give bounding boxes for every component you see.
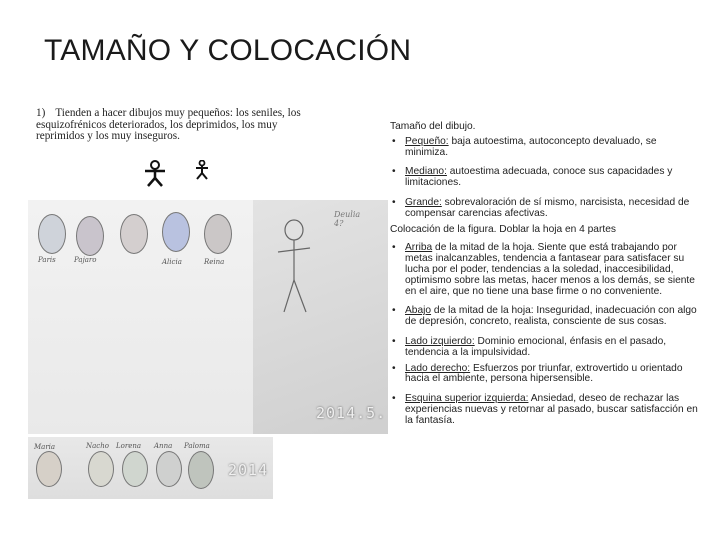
child-figure-drawing <box>274 218 314 318</box>
placement-item-top: • Arriba de la mitad de la hoja. Siente que está trabajando por metas inalcanzables, tendencia a fantasear para satisfacer su lucha por el poder, tendencias a la soledad, inaccesibilidad, optimismo sobre las metas, hacer menos a los demás, se siente en el aire, que no tiene una base firme o no conveniente. <box>392 242 695 297</box>
portrait-name: Nacho <box>86 442 109 450</box>
placement-item-bottom: • Abajo de la mitad de la hoja: Inseguridad, inadecuación con algo de depresión, concreto, realista, consciente de sus cosas. <box>392 305 697 328</box>
portrait-name: Lorena <box>116 442 142 450</box>
portrait-name: Pajaro <box>74 256 97 264</box>
size-item-large: • Grande: sobrevaloración de sí mismo, narcisista, necesidad de compensar carencias afectivas. <box>392 196 690 219</box>
portrait-drawing <box>156 451 182 487</box>
stick-figure-large-icon <box>142 160 168 188</box>
size-heading: Tamaño del dibujo. <box>390 121 476 132</box>
handwritten-note: Deulia 4? <box>334 210 361 228</box>
portraits-photo <box>28 437 273 499</box>
bullet-icon: • <box>392 362 396 374</box>
portrait-name: Maria <box>34 443 56 451</box>
bullet-icon: • <box>392 135 396 147</box>
placement-item-left: • Lado izquierdo: Dominio emocional, énfasis en el pasado, tendencia a la impulsividad. <box>392 335 667 358</box>
portrait-name: Paris <box>38 256 56 264</box>
placement-item-right: • Lado derecho: Esfuerzos por triunfar, extrovertido u orientado hacia el ambiente, persona hipersensible. <box>392 362 683 385</box>
date-stamp: 2014.5. <box>316 404 387 422</box>
excerpt-text: Tienden a hacer dibujos muy pequeños: los seniles, los esquizofrénicos deteriorados, los deprimidos, los muy reprimidos y los muy inseguros. <box>36 107 301 142</box>
date-stamp: 2014 <box>228 461 269 479</box>
bullet-icon: • <box>392 196 396 208</box>
bullet-icon: • <box>392 305 396 317</box>
portrait-name: Alicia <box>162 258 182 266</box>
portrait-drawing <box>188 451 214 489</box>
bullet-icon: • <box>392 393 396 405</box>
bullet-icon: • <box>392 335 396 347</box>
drawings-photo <box>28 200 388 434</box>
slide-title: TAMAÑO Y COLOCACIÓN <box>44 34 412 67</box>
portrait-drawing <box>88 451 114 487</box>
portrait-name: Paloma <box>184 442 210 450</box>
portrait-name: Anna <box>154 442 173 450</box>
bullet-icon: • <box>392 166 396 178</box>
bullet-icon: • <box>392 242 396 254</box>
interpretation-panel <box>390 122 702 432</box>
portrait-drawing <box>38 214 66 254</box>
placement-item-top-left-corner: • Esquina superior izquierda: Ansiedad, deseo de rechazar las experiencias nuevas y retornar al pasado, buscar satisfacción en la fantasía. <box>392 393 698 426</box>
placement-heading: Colocación de la figura. Doblar la hoja en 4 partes <box>390 223 616 235</box>
portrait-drawing <box>162 212 190 252</box>
portrait-drawing <box>120 214 148 254</box>
portrait-drawing <box>122 451 148 487</box>
book-excerpt <box>36 108 326 143</box>
size-item-medium: • Mediano: autoestima adecuada, conoce sus capacidades y limitaciones. <box>392 166 673 189</box>
portrait-name: Reina <box>204 258 225 266</box>
portrait-drawing <box>36 451 62 487</box>
portrait-drawing <box>204 214 232 254</box>
size-item-small: • Pequeño: baja autoestima, autoconcepto devaluado, se minimiza. <box>392 135 657 158</box>
portrait-drawing <box>76 216 104 256</box>
excerpt-number: 1) <box>36 107 46 119</box>
stick-figure-small-icon <box>194 160 210 180</box>
